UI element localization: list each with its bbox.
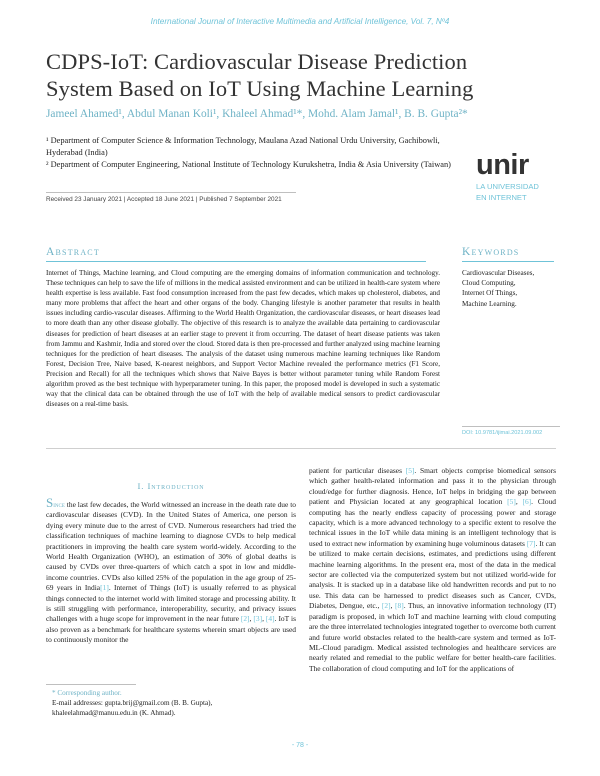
corresponding-author-note: * Corresponding author. bbox=[52, 689, 122, 697]
body-text: . Cloud computing has the nearly endless capacity of processing power and storage capacity, which is a more advanced technology to a specific extent to resolve the technical issues in the IoT while data mining is an intelligent technology that is used to extract new information by examining huge voluminous datasets bbox=[309, 497, 557, 548]
body-text: . It can be utilized to make certain decisions, estimates, and predictions using different machine learning algorithms. In the present era, most of the data in the medical sector are collected via the computerized system but not utilized world-wide for analysis. It is stacked up in a database like old handwritten records and put to no use. This data can be harnessed to predict diseases such as Cancer, CVDs, Diabetes, Dengue, etc., bbox=[309, 538, 556, 611]
keyword-list bbox=[462, 268, 562, 309]
abstract-body: Internet of Things, Machine learning, and Cloud computing are the emerging domains of information communication and technology. These techniques can help to save the life of millions in the medical assisted environment and can be utilized in health-care system where health expertise is less available. Fast food consumption increased from the past few decades, which makes up cholesterol, diabetes, and many more problems that affect the heart and other organs of the body. Changing lifestyle is another parameter that results in health issues including cardio-vascular diseases. Affirming to the World Health Organization, the cardiovascular diseases, or heart diseases lead to more death than any other disease globally. The objective of this research is to analyze the available data pertaining to cardiovascular diseases for prediction of heart diseases at an earlier stage to prevent it from occurring. The dataset of heart disease patients was taken from Jammu and Kashmir, India and stored over the cloud. Stored data is then pre-processed and further analyzed using machine learning techniques for the prediction of heart diseases. The analysis of the dataset using numerous machine learning techniques like Random Forest, Decision Tree, Naive based, K-nearest neighbors, and Support Vector Machine revealed the performance metrics (F1 Score, Precision and Recall) for all the techniques which shows that Naive Bayes is better without parameter tuning while Random Forest algorithm proved as the best technique with hyperparameter tuning. In this paper, the proposed model is developed in such a systematic way that the clinical data can be obtained through the use of IoT with the help of available medical sensors to predict cardiovascular diseases on a real-time basis. bbox=[46, 269, 440, 409]
logo-wordmark: unir bbox=[476, 149, 529, 181]
intro-text: . Internet of Things (IoT) is usually referred to as physical things connected to the internet world with limited storage and processing ability. It is still struggling with performance, interoperability, security, and privacy issues challenges with a huge scope for improvement in the near future bbox=[46, 583, 297, 624]
citation-link[interactable]: [7] bbox=[526, 538, 536, 548]
affiliation-2: ² Department of Computer Engineering, National Institute of Technology Kurukshetra, India & Asia University (Taiwan) bbox=[46, 160, 451, 169]
author-list: Jameel Ahamed¹, Abdul Manan Koli¹, Khaleel Ahmad¹*, Mohd. Alam Jamal¹, B. B. Gupta²* bbox=[46, 108, 468, 120]
title-line-1: CDPS-IoT: Cardiovascular Disease Prediction bbox=[46, 49, 468, 74]
footnote-rule bbox=[46, 684, 136, 685]
body-text: . Smart objects comprise biomedical sensors which gather health-related information and pass it to the physician through cloud/edge for further diagnosis. Hence, IoT helps in bridging the gap between patient and Physician located at any geographical location bbox=[309, 466, 556, 507]
body-text: patient for particular diseases bbox=[309, 466, 406, 475]
journal-header: International Journal of Interactive Multimedia and Artificial Intelligence, Vol. 7, Nº4 bbox=[150, 17, 450, 26]
email-addresses: E-mail addresses: gupta.brij@gmail.com (B. B. Gupta), khaleelahmad@manuu.edu.in (K. Ahmad). bbox=[52, 699, 213, 717]
body-text: , bbox=[515, 497, 523, 507]
affiliation-1: ¹ Department of Computer Science & Information Technology, Maulana Azad National Urdu University, Gachibowli, Hyderabad (India) bbox=[46, 136, 440, 157]
keyword-item: Cloud Computing, bbox=[462, 279, 516, 288]
drop-cap-rest: ince bbox=[53, 500, 65, 509]
citation-link[interactable]: [8] bbox=[395, 601, 404, 611]
footnote bbox=[52, 688, 290, 718]
intro-text: the last few decades, the World witnessed an increase in the death rate due to cardiovascular diseases (CVD). In the United States of America, one person is dying every minute due to the arrest of CVD. Numerous researchers had tried the classification techniques of machine learning to diagnose CVDs to help medical practitioners in improving the health care system world-widely. According to the World Health Organization (WHO), an estimation of 30% of global deaths is caused by CVDs over three-quarters of which catch a spot in low and middle-income countries. CVDs also killed 25% of the population in the age group of 25-69 years in India bbox=[46, 500, 296, 593]
doi-link[interactable]: DOI: 10.9781/ijimai.2021.09.002 bbox=[462, 426, 560, 436]
intro-text: , bbox=[262, 614, 266, 624]
intro-text: , bbox=[249, 614, 254, 624]
body-column-left bbox=[46, 495, 297, 646]
section-divider bbox=[46, 448, 556, 449]
drop-cap-letter: S bbox=[46, 495, 54, 510]
citation-link[interactable]: [2] bbox=[381, 601, 391, 611]
keyword-item: Internet Of Things, bbox=[462, 289, 518, 298]
publication-dates: Received 23 January 2021 | Accepted 18 June 2021 | Published 7 September 2021 bbox=[46, 192, 296, 203]
page-number: - 78 - bbox=[291, 742, 309, 749]
paper-title bbox=[46, 48, 566, 102]
keyword-item: Machine Learning. bbox=[462, 299, 517, 308]
abstract-heading: Abstract bbox=[46, 246, 426, 262]
unir-logo bbox=[476, 150, 566, 202]
citation-link[interactable]: [4] bbox=[265, 614, 275, 624]
body-text: , bbox=[390, 601, 396, 611]
keyword-item: Cardiovascular Diseases, bbox=[462, 269, 535, 277]
drop-cap bbox=[46, 495, 65, 510]
body-text: . Thus, an innovative information technology (IT) paradigm is proposed, in which IoT and machine learning with cloud computing are the three interrelated technologies integrated together to overcome both current and future world obstacles related to the health-care system and termed as IoT-ML-Cloud paradigm. Medical assisted technologies and healthcare services are nearly related and remedial to the public welfare for better health-care facilities. The collaboration of cloud computing and IoT for the applications of bbox=[309, 601, 557, 673]
logo-tagline-2: EN INTERNET bbox=[476, 193, 527, 202]
title-line-2: System Based on IoT Using Machine Learning bbox=[46, 76, 474, 101]
body-column-right bbox=[309, 466, 556, 674]
citation-link[interactable]: [5] bbox=[405, 466, 415, 475]
logo-tagline-1: LA UNIVERSIDAD bbox=[476, 182, 539, 191]
intro-text: . IoT is also proven as a benchmark for healthcare systems wherein smart objects are used to continuously monitor the bbox=[46, 614, 296, 645]
citation-link[interactable]: [1] bbox=[100, 583, 109, 593]
citation-link[interactable]: [2] bbox=[240, 614, 250, 624]
citation-link[interactable]: [5] bbox=[507, 497, 516, 507]
citation-link[interactable]: [6] bbox=[522, 497, 532, 507]
citation-link[interactable]: [3] bbox=[253, 614, 263, 624]
introduction-heading: I. Introduction bbox=[137, 481, 205, 491]
keywords-heading: Keywords bbox=[462, 246, 554, 262]
